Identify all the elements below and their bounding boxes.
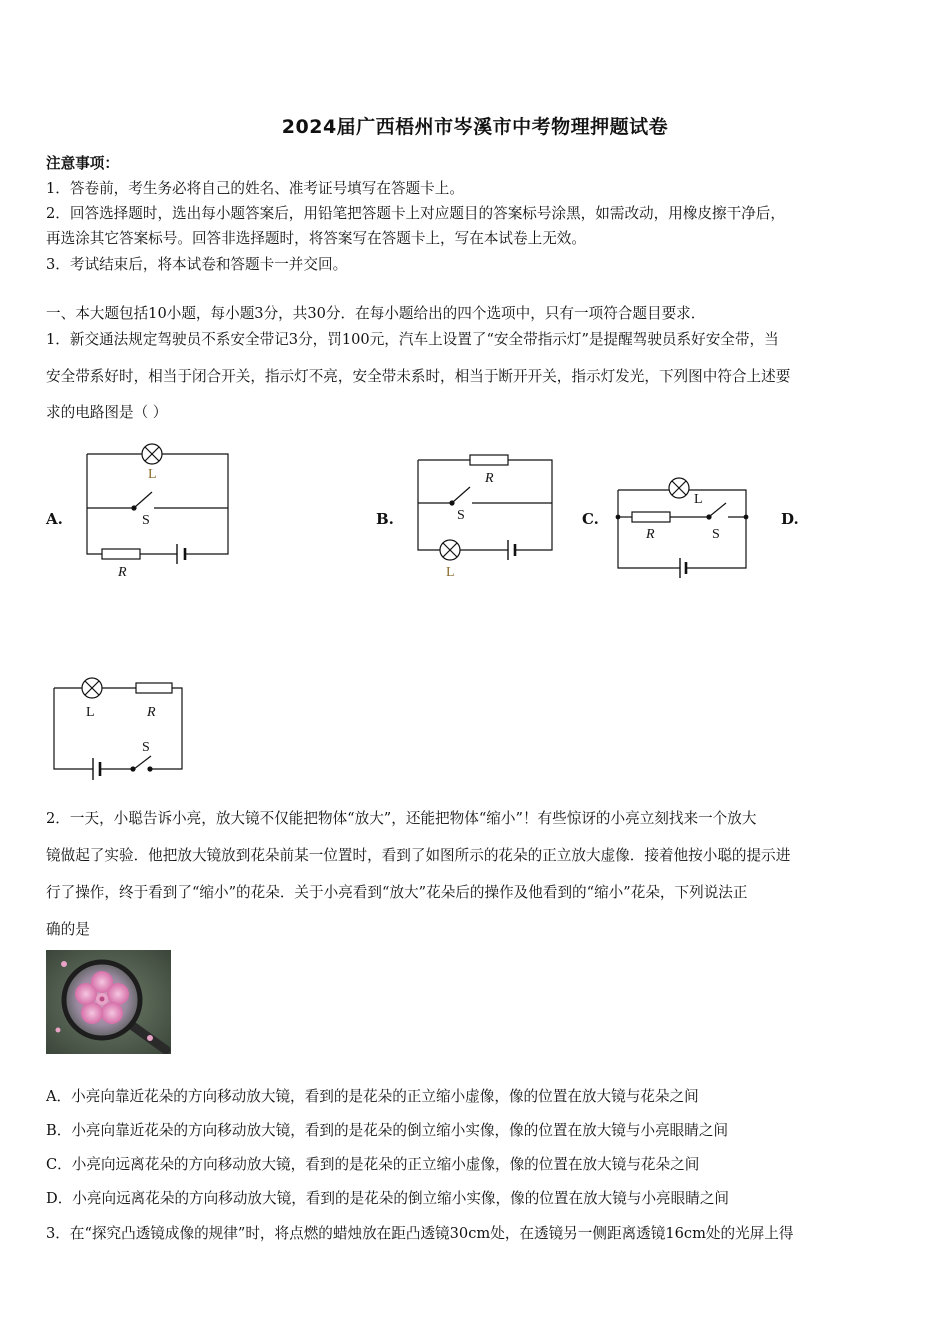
section-heading: 一、本大题包括10小题，每小题3分，共30分．在每小题给出的四个选项中，只有一项符合题目要求． <box>46 305 706 322</box>
q2-option-b: B．小亮向靠近花朵的方向移动放大镜，看到的是花朵的倒立缩小实像，像的位置在放大镜与小亮眼睛之间 <box>46 1122 729 1139</box>
notice-item: 2．回答选择题时，选出每小题答案后，用铅笔把答题卡上对应题目的答案标号涂黑，如需改动，用橡皮擦干净后， <box>46 205 785 222</box>
lamp-label: L <box>694 492 703 507</box>
notice-item: 1．答卷前，考生务必将自己的姓名、准考证号填写在答题卡上。 <box>46 180 464 197</box>
option-c-label: C. <box>582 510 599 528</box>
q2-line: 镜做起了实验．他把放大镜放到花朵前某一位置时，看到了如图所示的花朵的正立放大虚像．接着他按小聪的提示进 <box>46 847 791 864</box>
circuit-d-diagram <box>46 672 191 782</box>
lamp-label: L <box>148 467 157 482</box>
switch-label: S <box>457 508 465 523</box>
magnifier-flower-photo <box>46 950 171 1054</box>
option-d-label: D. <box>781 510 799 528</box>
circuit-c-diagram <box>610 472 755 582</box>
circuit-a-diagram <box>80 436 235 581</box>
resistor-label: R <box>118 565 127 580</box>
q2-option-a: A．小亮向靠近花朵的方向移动放大镜，看到的是花朵的正立缩小虚像，像的位置在放大镜与花朵之间 <box>46 1088 699 1105</box>
switch-label: S <box>142 740 150 755</box>
switch-label: S <box>142 513 150 528</box>
q2-option-d: D．小亮向远离花朵的方向移动放大镜，看到的是花朵的倒立缩小实像，像的位置在放大镜与小亮眼睛之间 <box>46 1190 730 1207</box>
q1-line: 求的电路图是（ ） <box>46 404 168 421</box>
lamp-label: L <box>446 565 455 580</box>
resistor-label: R <box>646 527 655 542</box>
option-a-label: A. <box>46 510 63 528</box>
option-b-label: B. <box>376 510 394 528</box>
q2-line: 确的是 <box>46 921 90 938</box>
q2-line: 2．一天，小聪告诉小亮，放大镜不仅能把物体“放大”，还能把物体“缩小”！有些惊讶的小亮立刻找来一个放大 <box>46 810 757 827</box>
q1-line: 安全带系好时，相当于闭合开关，指示灯不亮，安全带未系时，相当于断开开关，指示灯发光，下列图中符合上述要 <box>46 368 791 385</box>
q1-line: 1．新交通法规定驾驶员不系安全带记3分，罚100元，汽车上设置了“安全带指示灯”是提醒驾驶员系好安全带，当 <box>46 331 779 348</box>
switch-label: S <box>712 527 720 542</box>
q2-option-c: C．小亮向远离花朵的方向移动放大镜，看到的是花朵的正立缩小虚像，像的位置在放大镜与花朵之间 <box>46 1156 700 1173</box>
q3-line: 3．在“探究凸透镜成像的规律”时，将点燃的蜡烛放在距凸透镜30cm处，在透镜另一侧距离透镜16cm处的光屏上得 <box>46 1225 794 1242</box>
circuit-b-diagram <box>410 445 560 585</box>
notice-heading: 注意事项： <box>46 155 119 172</box>
resistor-label: R <box>485 471 494 486</box>
page-title: 2024届广西梧州市岑溪市中考物理押题试卷 <box>281 116 669 138</box>
q2-line: 行了操作，终于看到了“缩小”的花朵．关于小亮看到“放大”花朵后的操作及他看到的“缩小”花朵，下列说法正 <box>46 884 748 901</box>
lamp-label: L <box>86 705 95 720</box>
notice-item: 再选涂其它答案标号。回答非选择题时，将答案写在答题卡上，写在本试卷上无效。 <box>46 230 586 247</box>
resistor-label: R <box>147 705 156 720</box>
notice-item: 3．考试结束后，将本试卷和答题卡一并交回。 <box>46 256 348 273</box>
